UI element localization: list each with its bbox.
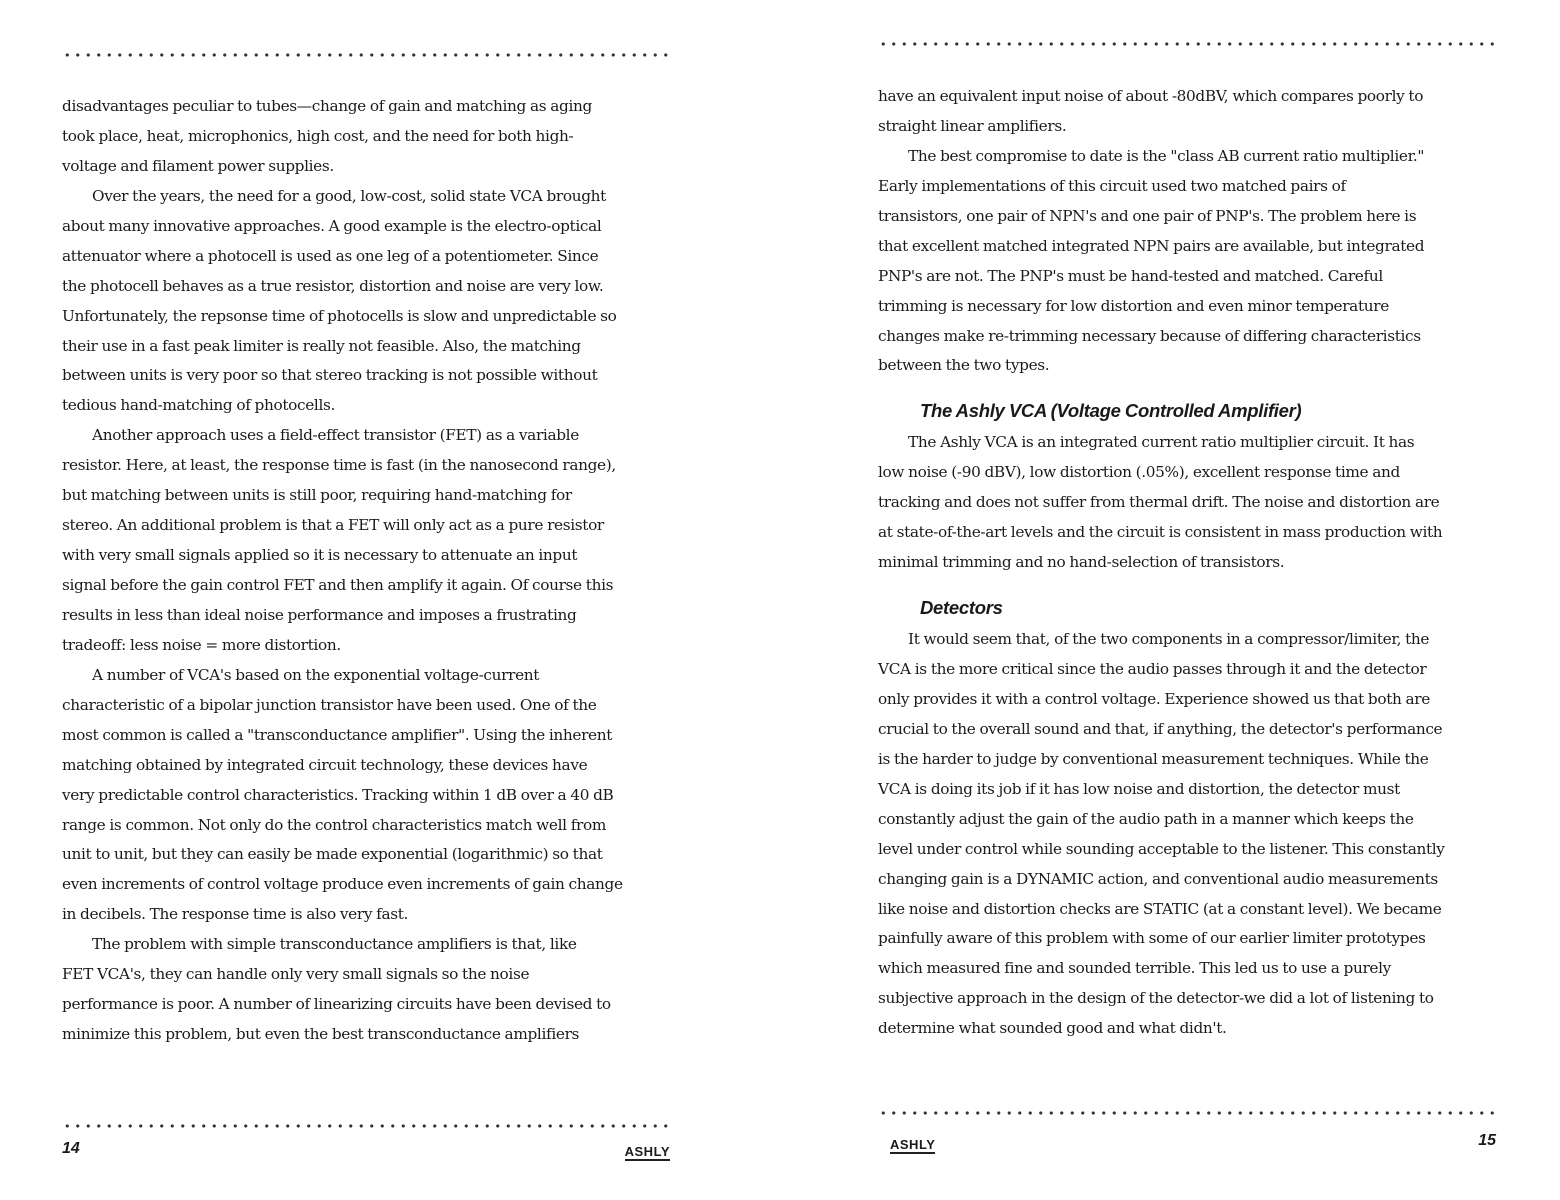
text-line: signal before the gain control FET and then amplify it again. Of course this [62,576,614,594]
text-line: the photocell behaves as a true resistor, distortion and noise are very low. [62,276,604,295]
text-line: VCA is doing its job if it has low noise and distortion, the detector must [878,779,1400,798]
text-line: The Ashly VCA is an integrated current ratio multiplier circuit. It has [908,433,1415,452]
text-line: tracking and does not suffer from thermal drift. The noise and distortion are [878,493,1440,512]
text-line: Another approach uses a field-effect transistor (FET) as a variable [92,426,579,445]
text-line: which measured fine and sounded terrible. This led us to use a purely [878,959,1391,978]
section-heading: Detectors [920,597,1003,619]
text-line: minimal trimming and no hand-selection of transistors. [878,553,1285,572]
text-line: The problem with simple transconductance amplifiers is that, like [92,935,577,954]
text-line: determine what sounded good and what didn't. [878,1019,1227,1038]
text-line: subjective approach in the design of the detector-we did a lot of listening to [878,989,1434,1008]
text-line: changing gain is a DYNAMIC action, and conventional audio measurements [878,869,1438,888]
paragraph [62,421,670,661]
text-line: VCA is the more critical since the audio passes through it and the detector [878,660,1427,678]
page-number: 15 [1478,1132,1496,1149]
text-line: unit to unit, but they can easily be made exponential (logarithmic) so that [62,845,603,864]
text-line: voltage and filament power supplies. [62,156,334,175]
text-line: Unfortunately, the repsonse time of photocells is slow and unpredictable so [62,306,617,325]
text-line: Over the years, the need for a good, low-cost, solid state VCA brought [92,186,606,205]
paragraph [878,625,1498,1044]
text-line: only provides it with a control voltage. Experience showed us that both are [878,689,1430,708]
text-line: stereo. An additional problem is that a FET will only act as a pure resistor [62,516,604,535]
left-page [62,0,670,1200]
top-dotted-rule [878,42,1498,46]
paragraph [62,182,670,422]
text-line: resistor. Here, at least, the response time is fast (in the nanosecond range), [62,456,616,475]
text-line: very predictable control characteristics. Tracking within 1 dB over a 40 dB [62,785,614,804]
text-line: transistors, one pair of NPN's and one pair of PNP's. The problem here is [878,206,1417,225]
text-line: even increments of control voltage produce even increments of gain change [62,875,623,894]
text-line: PNP's are not. The PNP's must be hand-tested and matched. Careful [878,266,1383,285]
text-line: between the two types. [878,356,1050,375]
text-line: between units is very poor so that stereo tracking is not possible without [62,366,598,385]
text-line: matching obtained by integrated circuit technology, these devices have [62,755,588,774]
text-line: painfully aware of this problem with some of our earlier limiter prototypes [878,929,1426,948]
text-line: tedious hand-matching of photocells. [62,396,335,415]
paragraph [62,661,670,930]
text-line: straight linear amplifiers. [878,116,1067,135]
text-line: FET VCA's, they can handle only very small signals so the noise [62,965,530,984]
paragraph [878,428,1498,578]
top-dotted-rule [62,53,670,57]
text-line: level under control while sounding acceptable to the listener. This constantly [878,839,1445,858]
page-number: 14 [62,1140,80,1157]
text-line: that excellent matched integrated NPN pairs are available, but integrated [878,236,1425,255]
text-line: constantly adjust the gain of the audio path in a manner which keeps the [878,809,1414,828]
text-line: changes make re-trimming necessary because of differing characteristics [878,326,1421,345]
section-heading: The Ashly VCA (Voltage Controlled Amplifier) [920,400,1302,422]
paragraph [62,92,670,182]
text-line: have an equivalent input noise of about -80dBV, which compares poorly to [878,87,1424,105]
right-page [878,0,1498,1200]
text-line: low noise (-90 dBV), low distortion (.05%), excellent response time and [878,463,1400,482]
text-line: trimming is necessary for low distortion and even minor temperature [878,296,1389,315]
text-line: their use in a fast peak limiter is really not feasible. Also, the matching [62,336,581,355]
text-line: range is common. Not only do the control characteristics match well from [62,815,607,834]
text-line: at state-of-the-art levels and the circuit is consistent in mass production with [878,523,1443,542]
text-line: tradeoff: less noise = more distortion. [62,635,341,654]
text-line: minimize this problem, but even the best transconductance amplifiers [62,1025,580,1044]
page-body-text [62,92,670,1050]
text-line: took place, heat, microphonics, high cost, and the need for both high- [62,126,574,145]
text-line: crucial to the overall sound and that, if anything, the detector's performance [878,719,1443,738]
text-line: The best compromise to date is the "class AB current ratio multiplier." [908,146,1425,165]
ashly-logo: ASHLY [890,1137,936,1152]
text-line: Early implementations of this circuit used two matched pairs of [878,176,1346,195]
paragraph [878,82,1498,142]
text-line: about many innovative approaches. A good example is the electro-optical [62,216,602,235]
text-line: like noise and distortion checks are STATIC (at a constant level). We became [878,899,1442,918]
text-line: disadvantages peculiar to tubes—change of gain and matching as aging [62,97,592,115]
text-line: in decibels. The response time is also very fast. [62,905,409,924]
text-line: characteristic of a bipolar junction transistor have been used. One of the [62,695,597,714]
text-line: attenuator where a photocell is used as one leg of a potentiometer. Since [62,246,599,265]
text-line: It would seem that, of the two components in a compressor/limiter, the [908,630,1430,649]
text-line: but matching between units is still poor, requiring hand-matching for [62,486,572,505]
text-line: performance is poor. A number of linearizing circuits have been devised to [62,995,611,1014]
bottom-dotted-rule [62,1124,670,1128]
text-line: is the harder to judge by conventional measurement techniques. While the [878,749,1429,768]
ashly-logo: ASHLY [624,1144,670,1159]
paragraph [62,930,670,1050]
text-line: results in less than ideal noise performance and imposes a frustrating [62,605,577,624]
paragraph [878,142,1498,382]
text-line: A number of VCA's based on the exponential voltage-current [92,665,540,684]
text-line: with very small signals applied so it is necessary to attenuate an input [62,546,578,565]
page-body-text [878,82,1498,1044]
text-line: most common is called a "transconductance amplifier". Using the inherent [62,725,613,744]
bottom-dotted-rule [878,1111,1498,1115]
